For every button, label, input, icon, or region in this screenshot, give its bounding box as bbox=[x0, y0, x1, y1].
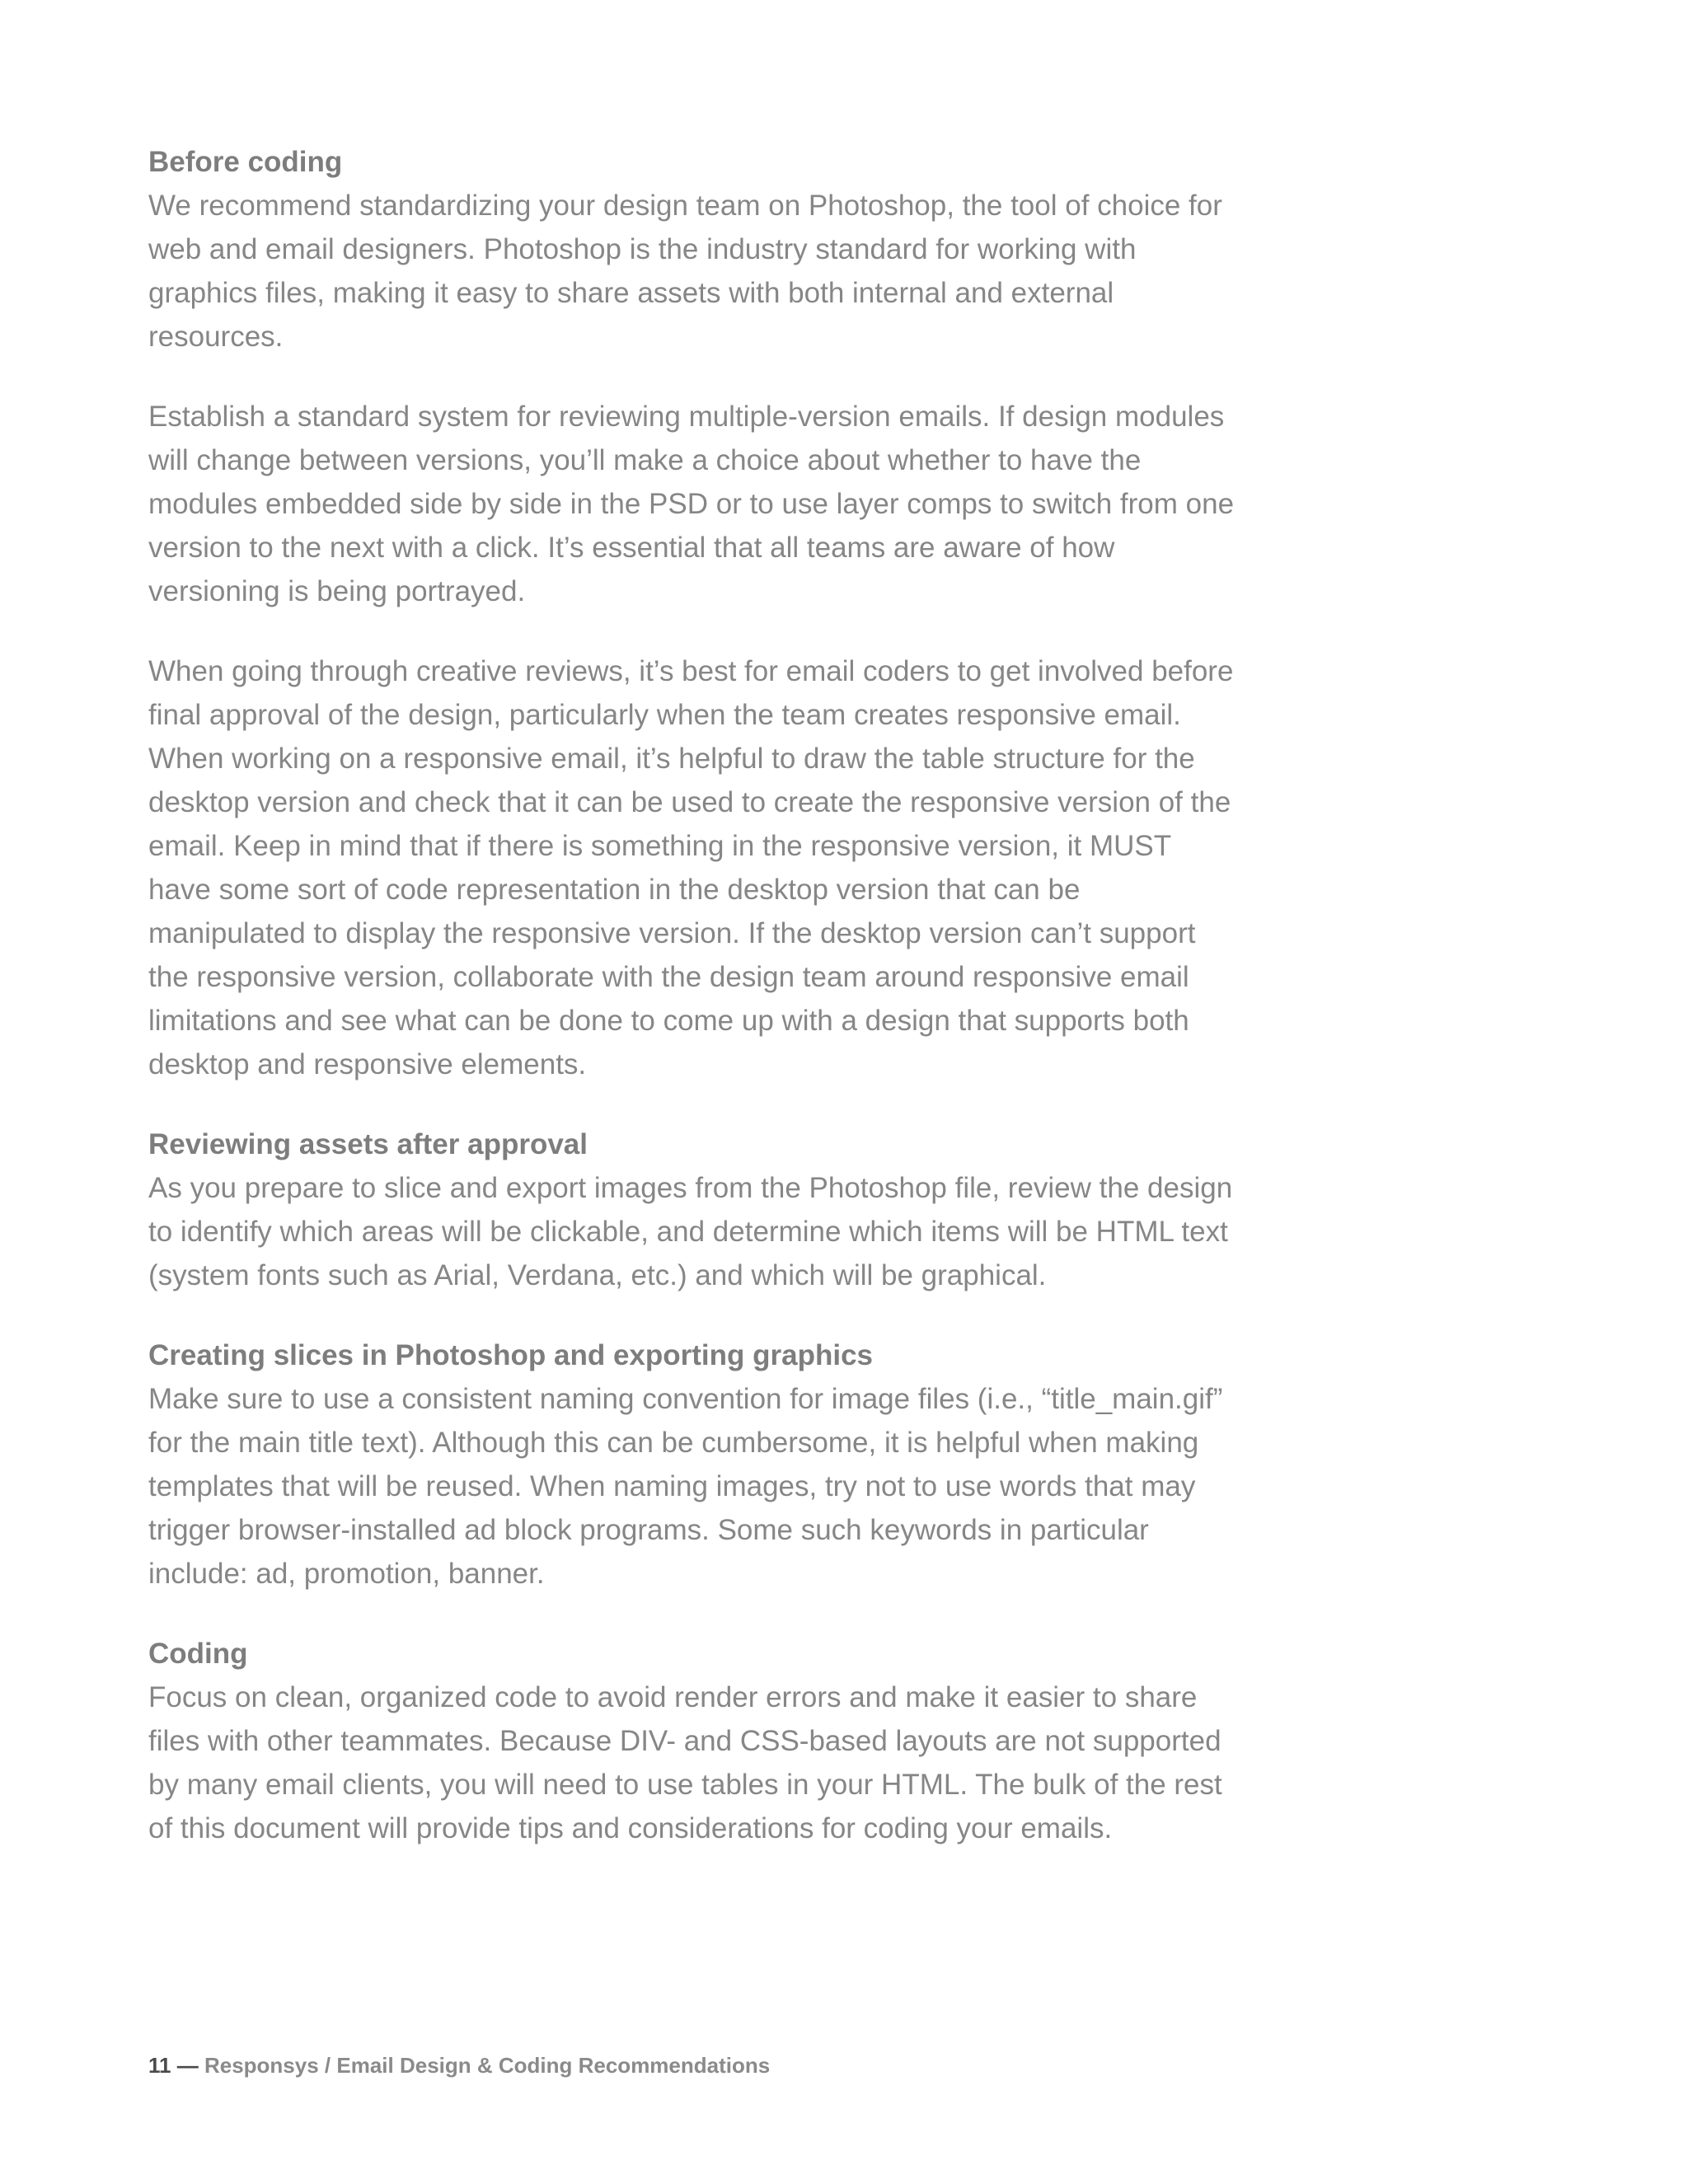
paragraph: Focus on clean, organized code to avoid render errors and make it easier to share files with other teammates. Because DIV- and CSS-based layouts are not supported by many email clients, you will need to use tables in your HTML. The bulk of the rest of this document will provide tips and considerations for coding your emails. bbox=[148, 1681, 1222, 1844]
section-heading: Coding bbox=[148, 1638, 248, 1670]
paragraph: As you prepare to slice and export images from the Photoshop file, review the design to identify which areas will be clickable, and determine which items will be HTML text (system fonts such as Arial, Verdana, etc.) and which will be graphical. bbox=[148, 1172, 1233, 1291]
section-creating-slices bbox=[148, 1333, 1236, 1596]
paragraph: Make sure to use a consistent naming convention for image files (i.e., “title_main.gif” for the main title text). Although this can be cumbersome, it is helpful when making templates that will be reused. When naming images, try not to use words that may trigger browser-installed ad block programs. Some such keywords in particular include: ad, promotion, banner. bbox=[148, 1383, 1223, 1590]
section-heading: Reviewing assets after approval bbox=[148, 1128, 588, 1160]
paragraph: When going through creative reviews, it’s best for email coders to get involved before final approval of the design, particularly when the team creates responsive email. When working on a responsive email, it’s helpful to draw the table structure for the desktop version and check that it can be used to create the responsive version of the email. Keep in mind that if there is something in the responsive version, it MUST have some sort of code representation in the desktop version that can be manipulated to display the responsive version. If the desktop version can’t support the responsive version, collaborate with the design team around responsive email limitations and see what can be done to come up with a design that supports both desktop and responsive elements. bbox=[148, 655, 1234, 1080]
section-coding bbox=[148, 1632, 1236, 1850]
page-number: 11 bbox=[148, 2053, 171, 2078]
section-heading: Creating slices in Photoshop and exporting graphics bbox=[148, 1339, 874, 1371]
section-heading: Before coding bbox=[148, 146, 343, 178]
footer-separator: — bbox=[176, 2053, 199, 2078]
document-title: Responsys / Email Design & Coding Recommendations bbox=[204, 2053, 771, 2078]
paragraph: We recommend standardizing your design team on Photoshop, the tool of choice for web and email designers. Photoshop is the industry standard for working with graphics files, making it easy to share assets with both internal and external resources. bbox=[148, 190, 1222, 353]
document-body bbox=[148, 140, 1236, 1886]
paragraph: Establish a standard system for reviewing multiple-version emails. If design modules will change between versions, you’ll make a choice about whether to have the modules embedded side by side in the PSD or to use layer comps to switch from one version to the next with a click. It’s essential that all teams are aware of how versioning is being portrayed. bbox=[148, 401, 1235, 607]
section-reviewing-assets bbox=[148, 1122, 1236, 1297]
page-footer bbox=[148, 2050, 770, 2080]
section-before-coding bbox=[148, 140, 1236, 1086]
